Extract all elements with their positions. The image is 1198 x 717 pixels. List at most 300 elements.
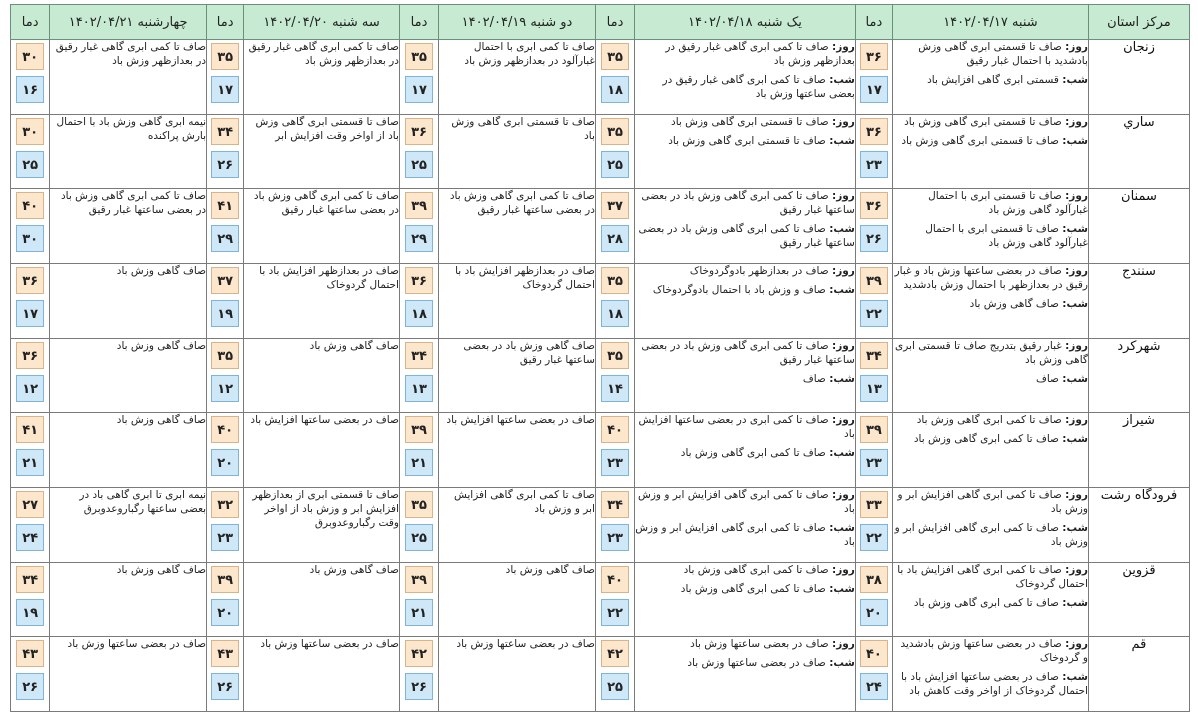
day-forecast xyxy=(635,413,855,441)
night-label: شب: xyxy=(1062,521,1088,534)
night-forecast xyxy=(635,446,855,460)
temperature-pair xyxy=(11,115,49,178)
temperature-cell xyxy=(855,487,892,562)
night-text: صاف در بعضی ساعتها وزش باد xyxy=(687,657,826,670)
temperature-cell xyxy=(207,189,244,264)
forecast-description xyxy=(635,637,856,712)
header-temp-2: دما xyxy=(595,5,634,40)
max-temp: ۳۶ xyxy=(16,342,44,369)
day-label: روز: xyxy=(832,339,855,352)
day-text: صاف در بعدازظهر بادوگردوخاک xyxy=(689,264,829,277)
forecast-description xyxy=(892,114,1088,189)
temperature-cell xyxy=(399,487,438,562)
forecast-text: صاف در بعضی ساعتها افزایش باد xyxy=(446,414,595,427)
temperature-pair xyxy=(856,40,892,103)
day-text: صاف تا قسمتی ابری گاهی وزش باد xyxy=(904,115,1062,128)
temperature-pair xyxy=(207,563,243,626)
forecast-description xyxy=(50,40,207,115)
min-temp: ۲۶ xyxy=(211,673,239,700)
temperature-cell xyxy=(399,413,438,488)
night-text: صاف تا کمی ابری گاهی افزایش ابر و وزش باد xyxy=(635,521,855,548)
max-temp: ۳۶ xyxy=(405,118,433,145)
forecast-text: صاف تا کمی ابری گاهی افزایش ابر و وزش باد xyxy=(453,488,595,515)
min-temp: ۱۹ xyxy=(16,599,44,626)
forecast-description xyxy=(50,487,207,562)
temperature-pair xyxy=(596,40,634,103)
day-label: روز: xyxy=(1065,414,1088,427)
forecast-text: صاف در بعضی ساعتها وزش باد xyxy=(456,638,595,651)
night-forecast xyxy=(635,656,855,670)
day-label: روز: xyxy=(832,563,855,576)
temperature-pair xyxy=(11,189,49,252)
day-text: صاف در بعضی ساعتها وزش بادشدید و گردوخاک xyxy=(900,638,1088,665)
min-temp: ۲۵ xyxy=(601,673,629,700)
header-day-4: سه شنبه ۱۴۰۲/۰۴/۲۰ xyxy=(244,5,400,40)
temperature-cell xyxy=(11,189,50,264)
max-temp: ۳۵ xyxy=(211,43,239,70)
header-temp-1: دما xyxy=(855,5,892,40)
night-forecast xyxy=(635,372,855,386)
night-label: شب: xyxy=(829,223,855,236)
min-temp: ۲۸ xyxy=(601,225,629,252)
temperature-pair xyxy=(400,264,438,327)
temperature-cell xyxy=(595,338,634,413)
temperature-pair xyxy=(856,563,892,626)
max-temp: ۳۵ xyxy=(405,43,433,70)
day-text: صاف تا کمی ابری گاهی وزش باد xyxy=(916,414,1062,427)
temperature-pair xyxy=(856,115,892,178)
max-temp: ۴۰ xyxy=(211,416,239,443)
forecast-description xyxy=(892,562,1088,637)
temperature-cell xyxy=(855,114,892,189)
night-label: شب: xyxy=(1062,297,1088,310)
day-forecast xyxy=(893,637,1088,665)
night-forecast xyxy=(893,372,1088,386)
night-text: صاف تا قسمتی ابری گاهی وزش باد xyxy=(901,134,1059,147)
max-temp: ۳۶ xyxy=(860,43,888,70)
forecast-text: صاف در بعدازظهر افزایش باد با احتمال گردوخاک xyxy=(455,264,595,291)
temperature-cell xyxy=(595,189,634,264)
max-temp: ۳۲ xyxy=(211,491,239,518)
header-temp-3: دما xyxy=(399,5,438,40)
day-label: روز: xyxy=(832,41,855,53)
min-temp: ۱۷ xyxy=(860,76,888,103)
day-forecast xyxy=(635,40,855,68)
day-label: روز: xyxy=(1065,190,1088,203)
table-row xyxy=(11,189,1190,264)
temperature-pair xyxy=(400,637,438,700)
forecast-description xyxy=(50,189,207,264)
max-temp: ۴۰ xyxy=(601,416,629,443)
min-temp: ۳۰ xyxy=(16,225,44,252)
forecast-description xyxy=(439,263,596,338)
table-row xyxy=(11,40,1190,115)
day-forecast xyxy=(635,563,855,577)
day-label: روز: xyxy=(1065,115,1088,128)
city-name: سنندج xyxy=(1088,263,1189,338)
forecast-text: صاف تا کمی ابری گاهی غبار رقیق در بعدازظهر وزش باد xyxy=(248,41,399,67)
header-day-2: یک شنبه ۱۴۰۲/۰۴/۱۸ xyxy=(635,5,856,40)
table-row xyxy=(11,114,1190,189)
max-temp: ۴۰ xyxy=(601,566,629,593)
max-temp: ۴۱ xyxy=(16,416,44,443)
day-forecast xyxy=(893,264,1088,292)
day-text: صاف تا کمی ابری گاهی افزایش باد با احتمال گردوخاک xyxy=(897,563,1088,590)
temperature-pair xyxy=(400,413,438,476)
day-label: روز: xyxy=(832,488,855,501)
min-temp: ۲۶ xyxy=(16,673,44,700)
temperature-cell xyxy=(207,413,244,488)
temperature-pair xyxy=(856,189,892,252)
temperature-cell xyxy=(855,338,892,413)
min-temp: ۲۳ xyxy=(860,449,888,476)
max-temp: ۳۹ xyxy=(405,416,433,443)
forecast-description xyxy=(244,189,400,264)
max-temp: ۳۵ xyxy=(601,267,629,294)
night-text: صاف تا قسمتی ابری با احتمال غبارآلود گاهی وزش باد xyxy=(925,223,1088,250)
temperature-pair xyxy=(207,115,243,178)
min-temp: ۱۸ xyxy=(405,300,433,327)
temperature-pair xyxy=(596,339,634,402)
forecast-text: صاف گاهی وزش باد xyxy=(309,339,399,352)
min-temp: ۱۳ xyxy=(405,375,433,402)
max-temp: ۳۹ xyxy=(860,267,888,294)
night-text: صاف تا کمی ابری گاهی غبار رقیق در بعضی ساعتها وزش باد xyxy=(662,74,855,100)
temperature-cell xyxy=(399,637,438,712)
temperature-pair xyxy=(207,189,243,252)
night-text: صاف و وزش باد با احتمال بادوگردوخاک xyxy=(652,283,826,296)
min-temp: ۲۴ xyxy=(860,673,888,700)
max-temp: ۳۷ xyxy=(211,267,239,294)
night-forecast xyxy=(893,521,1088,549)
night-text: صاف تا کمی ابری گاهی وزش باد xyxy=(913,596,1059,609)
night-forecast xyxy=(893,297,1088,311)
night-label: شب: xyxy=(1062,596,1088,609)
table-row xyxy=(11,263,1190,338)
day-text: صاف تا قسمتی ابری با احتمال غبارآلود گاهی وزش باد xyxy=(928,190,1088,217)
max-temp: ۳۶ xyxy=(16,267,44,294)
max-temp: ۳۶ xyxy=(860,118,888,145)
temperature-pair xyxy=(207,339,243,402)
night-label: شب: xyxy=(829,74,855,86)
night-label: شب: xyxy=(829,134,855,147)
day-forecast xyxy=(635,264,855,278)
night-text: صاف xyxy=(802,372,826,385)
forecast-description xyxy=(892,338,1088,413)
day-text: صاف در بعضی ساعتها وزش باد و غبار رقیق در بعدازظهر با احتمال وزش بادشدید xyxy=(894,264,1088,291)
temperature-pair xyxy=(856,637,892,700)
temperature-pair xyxy=(856,413,892,476)
day-label: روز: xyxy=(1065,41,1088,53)
max-temp: ۴۳ xyxy=(211,640,239,667)
temperature-pair xyxy=(207,40,243,103)
temperature-pair xyxy=(596,488,634,551)
max-temp: ۳۹ xyxy=(211,566,239,593)
temperature-pair xyxy=(596,413,634,476)
night-forecast xyxy=(893,222,1088,250)
temperature-pair xyxy=(596,637,634,700)
forecast-text: صاف در بعضی ساعتها وزش باد xyxy=(260,638,399,651)
max-temp: ۳۳ xyxy=(860,491,888,518)
temperature-pair xyxy=(596,115,634,178)
max-temp: ۳۴ xyxy=(16,566,44,593)
min-temp: ۱۷ xyxy=(405,76,433,103)
min-temp: ۱۲ xyxy=(211,375,239,402)
table-row xyxy=(11,562,1190,637)
temperature-pair xyxy=(11,488,49,551)
max-temp: ۳۷ xyxy=(601,192,629,219)
day-text: صاف تا کمی ابری گاهی افزایش ابر و وزش باد xyxy=(897,488,1088,515)
min-temp: ۲۵ xyxy=(601,151,629,178)
max-temp: ۳۴ xyxy=(211,118,239,145)
table-row xyxy=(11,413,1190,488)
forecast-description xyxy=(892,263,1088,338)
max-temp: ۳۶ xyxy=(405,267,433,294)
day-text: صاف تا کمی ابری گاهی وزش باد در بعضی ساعتها غبار رقیق xyxy=(641,339,855,366)
table-row xyxy=(11,637,1190,712)
forecast-description xyxy=(244,263,400,338)
temperature-pair xyxy=(400,40,438,103)
max-temp: ۳۴ xyxy=(601,491,629,518)
max-temp: ۴۰ xyxy=(860,640,888,667)
night-forecast xyxy=(635,283,855,297)
day-forecast xyxy=(893,339,1088,367)
forecast-description xyxy=(892,40,1088,115)
day-label: روز: xyxy=(832,638,855,651)
day-label: روز: xyxy=(832,414,855,427)
table-row xyxy=(11,487,1190,562)
min-temp: ۲۰ xyxy=(860,599,888,626)
forecast-description xyxy=(244,487,400,562)
temperature-cell xyxy=(855,413,892,488)
forecast-description xyxy=(244,637,400,712)
temperature-cell xyxy=(207,562,244,637)
max-temp: ۳۹ xyxy=(405,566,433,593)
night-text: صاف تا کمی ابری گاهی وزش باد xyxy=(680,582,826,595)
temperature-pair xyxy=(207,488,243,551)
night-text: قسمتی ابری گاهی افزایش باد xyxy=(927,74,1059,86)
temperature-cell xyxy=(399,114,438,189)
max-temp: ۴۱ xyxy=(211,192,239,219)
day-forecast xyxy=(635,637,855,651)
temperature-pair xyxy=(11,563,49,626)
city-name: شيراز xyxy=(1088,413,1189,488)
forecast-text: نیمه ابری تا ابری گاهی باد در بعضی ساعتها رگباروعدوبرق xyxy=(79,488,207,515)
forecast-text: صاف تا قسمتی ابری گاهی وزش باد xyxy=(451,115,595,142)
header-temp-4: دما xyxy=(207,5,244,40)
city-name: قزوين xyxy=(1088,562,1189,637)
night-forecast xyxy=(635,222,855,250)
temperature-cell xyxy=(207,487,244,562)
temperature-pair xyxy=(207,413,243,476)
forecast-description xyxy=(635,114,856,189)
header-temp-5: دما xyxy=(11,5,50,40)
day-forecast xyxy=(893,488,1088,516)
forecast-description xyxy=(635,189,856,264)
forecast-description xyxy=(892,637,1088,712)
city-name: ساري xyxy=(1088,114,1189,189)
temperature-cell xyxy=(595,562,634,637)
temperature-cell xyxy=(399,562,438,637)
min-temp: ۲۲ xyxy=(601,599,629,626)
night-label: شب: xyxy=(1062,134,1088,147)
temperature-cell xyxy=(855,263,892,338)
temperature-cell xyxy=(595,637,634,712)
temperature-pair xyxy=(596,264,634,327)
forecast-text: صاف در بعضی ساعتها وزش باد xyxy=(67,638,207,651)
temperature-cell xyxy=(595,487,634,562)
day-label: روز: xyxy=(832,190,855,203)
temperature-cell xyxy=(855,189,892,264)
min-temp: ۱۷ xyxy=(16,300,44,327)
max-temp: ۴۰ xyxy=(16,192,44,219)
temperature-cell xyxy=(11,263,50,338)
night-forecast xyxy=(635,582,855,596)
forecast-description xyxy=(244,114,400,189)
max-temp: ۴۳ xyxy=(16,640,44,667)
min-temp: ۱۶ xyxy=(16,76,44,103)
night-label: شب: xyxy=(829,447,855,460)
temperature-cell xyxy=(11,637,50,712)
min-temp: ۲۵ xyxy=(405,524,433,551)
min-temp: ۲۹ xyxy=(405,225,433,252)
min-temp: ۲۳ xyxy=(601,449,629,476)
night-text: صاف تا قسمتی ابری گاهی وزش باد xyxy=(668,134,826,147)
min-temp: ۲۲ xyxy=(860,524,888,551)
forecast-text: صاف گاهی وزش باد xyxy=(116,414,207,427)
forecast-text: صاف تا کمی ابری گاهی وزش باد در بعضی ساعتها غبار رقیق xyxy=(449,190,595,217)
max-temp: ۳۴ xyxy=(405,342,433,369)
forecast-text: صاف گاهی وزش باد در بعضی ساعتها غبار رقیق xyxy=(463,339,595,366)
min-temp: ۱۴ xyxy=(601,375,629,402)
min-temp: ۱۳ xyxy=(860,375,888,402)
temperature-cell xyxy=(11,562,50,637)
night-forecast xyxy=(893,134,1088,148)
header-day-1: شنبه ۱۴۰۲/۰۴/۱۷ xyxy=(892,5,1088,40)
day-text: صاف تا کمی ابری گاهی وزش باد در بعضی ساعتها غبار رقیق xyxy=(641,190,855,217)
night-forecast xyxy=(635,73,855,101)
min-temp: ۲۲ xyxy=(860,300,888,327)
forecast-text: صاف گاهی وزش باد xyxy=(309,563,399,576)
night-label: شب: xyxy=(829,283,855,296)
city-name: قم xyxy=(1088,637,1189,712)
forecast-text: صاف در بعدازظهر افزایش باد با احتمال گردوخاک xyxy=(259,264,399,291)
city-name: سمنان xyxy=(1088,189,1189,264)
forecast-description xyxy=(244,338,400,413)
day-text: صاف تا قسمتی ابری گاهی وزش باد xyxy=(671,115,829,128)
min-temp: ۱۲ xyxy=(16,375,44,402)
night-label: شب: xyxy=(1062,671,1088,684)
max-temp: ۳۵ xyxy=(211,342,239,369)
max-temp: ۳۰ xyxy=(16,118,44,145)
min-temp: ۲۰ xyxy=(211,599,239,626)
forecast-table xyxy=(10,4,1190,712)
night-forecast xyxy=(893,73,1088,87)
day-forecast xyxy=(893,563,1088,591)
temperature-cell xyxy=(207,637,244,712)
header-day-5: چهارشنبه ۱۴۰۲/۰۴/۲۱ xyxy=(50,5,207,40)
temperature-cell xyxy=(595,40,634,115)
city-name: زنجان xyxy=(1088,40,1189,115)
day-text: صاف تا کمی ابری گاهی غبار رقیق در بعدازظهر وزش باد xyxy=(665,41,855,67)
night-label: شب: xyxy=(829,521,855,534)
night-label: شب: xyxy=(829,582,855,595)
temperature-cell xyxy=(595,114,634,189)
temperature-pair xyxy=(856,264,892,327)
temperature-cell xyxy=(855,40,892,115)
night-text: صاف xyxy=(1035,372,1059,385)
max-temp: ۳۴ xyxy=(860,342,888,369)
temperature-cell xyxy=(595,413,634,488)
night-forecast xyxy=(893,596,1088,610)
temperature-pair xyxy=(400,189,438,252)
night-label: شب: xyxy=(1062,372,1088,385)
night-text: صاف تا کمی ابری گاهی وزش باد xyxy=(913,433,1059,446)
forecast-description xyxy=(635,40,856,115)
night-forecast xyxy=(893,432,1088,446)
forecast-description xyxy=(635,338,856,413)
day-label: روز: xyxy=(832,264,855,277)
temperature-cell xyxy=(11,413,50,488)
header-row xyxy=(11,5,1190,40)
night-text: صاف تا کمی ابری گاهی وزش باد در بعضی ساعتها غبار رقیق xyxy=(638,223,855,250)
temperature-cell xyxy=(11,487,50,562)
day-text: صاف تا قسمتی ابری گاهی وزش بادشدید با احتمال غبار رقیق xyxy=(918,41,1088,67)
min-temp: ۱۸ xyxy=(601,76,629,103)
day-label: روز: xyxy=(1065,264,1088,277)
min-temp: ۲۴ xyxy=(16,524,44,551)
min-temp: ۲۳ xyxy=(860,151,888,178)
temperature-pair xyxy=(11,637,49,700)
min-temp: ۱۸ xyxy=(601,300,629,327)
min-temp: ۲۶ xyxy=(211,151,239,178)
forecast-text: نیمه ابری گاهی وزش باد با احتمال بارش پراکنده xyxy=(56,115,207,142)
min-temp: ۲۶ xyxy=(860,225,888,252)
temperature-pair xyxy=(856,339,892,402)
header-day-3: دو شنبه ۱۴۰۲/۰۴/۱۹ xyxy=(439,5,596,40)
day-text: صاف در بعضی ساعتها وزش باد xyxy=(690,638,829,651)
temperature-pair xyxy=(400,488,438,551)
forecast-text: صاف گاهی وزش باد xyxy=(505,563,595,576)
min-temp: ۱۹ xyxy=(211,300,239,327)
temperature-cell xyxy=(595,263,634,338)
temperature-cell xyxy=(399,338,438,413)
forecast-description xyxy=(439,413,596,488)
forecast-description xyxy=(635,487,856,562)
max-temp: ۳۰ xyxy=(16,43,44,70)
temperature-pair xyxy=(400,115,438,178)
day-forecast xyxy=(893,413,1088,427)
min-temp: ۲۱ xyxy=(405,599,433,626)
day-forecast xyxy=(893,189,1088,217)
forecast-description xyxy=(439,338,596,413)
forecast-text: صاف گاهی وزش باد xyxy=(116,264,207,277)
temperature-cell xyxy=(11,40,50,115)
night-text: صاف تا کمی ابری گاهی افزایش ابر و وزش باد xyxy=(894,521,1088,548)
forecast-text: صاف تا کمی ابری گاهی غبار رقیق در بعدازظهر وزش باد xyxy=(55,41,207,67)
forecast-description xyxy=(439,637,596,712)
max-temp: ۳۵ xyxy=(601,342,629,369)
forecast-text: صاف تا قسمتی ابری از بعدازظهر افزایش ابر و وزش باد از اواخر وقت رگباروعدوبرق xyxy=(252,488,399,529)
night-label: شب: xyxy=(829,372,855,385)
night-text: صاف در بعضی ساعتها افزایش باد با احتمال گردوخاک از اواخر وقت کاهش باد xyxy=(900,671,1088,698)
day-label: روز: xyxy=(832,115,855,128)
temperature-cell xyxy=(207,40,244,115)
forecast-text: صاف تا کمی ابری با احتمال غبارآلود در بعدازظهر وزش باد xyxy=(464,41,595,67)
max-temp: ۳۵ xyxy=(405,491,433,518)
min-temp: ۱۷ xyxy=(211,76,239,103)
city-name: شهرکرد xyxy=(1088,338,1189,413)
